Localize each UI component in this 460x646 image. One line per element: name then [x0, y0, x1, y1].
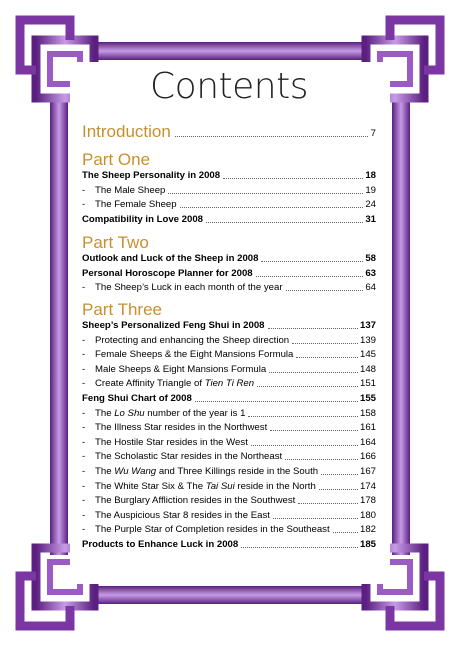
part-heading: Part Two — [82, 233, 149, 252]
entry-title — [82, 451, 282, 463]
entry-text: Compatibility in Love 2008 — [82, 213, 204, 225]
entry-italic-text: Tai Sui — [205, 480, 235, 492]
toc-entry[interactable] — [82, 183, 376, 197]
leader-dots — [261, 260, 363, 262]
entry-text-after: number of the year is 1 — [144, 407, 246, 419]
entry-text: The Illness Star resides in the Northwest — [95, 422, 268, 434]
entry-dash: - — [82, 466, 86, 477]
entry-text: Sheep’s Personalized Feng Shui in 2008 — [82, 320, 265, 331]
entry-text: The Male Sheep — [95, 184, 166, 196]
toc-entry[interactable] — [82, 522, 376, 536]
page-number: 64 — [365, 282, 376, 294]
toc-entry[interactable] — [82, 479, 376, 493]
leader-dots — [333, 531, 358, 533]
entry-text: The — [95, 466, 115, 477]
entry-text-after: and Three Killings reside in the South — [156, 466, 319, 477]
page-number: 145 — [359, 349, 376, 361]
leader-dots — [298, 502, 358, 504]
leader-dots — [223, 177, 363, 179]
page-number: 151 — [359, 378, 376, 390]
page-number: 158 — [359, 407, 376, 419]
page-number: 63 — [365, 267, 376, 279]
entry-dash: - — [82, 451, 86, 463]
toc-entry[interactable] — [82, 464, 376, 478]
entry-title — [82, 393, 192, 405]
entry-title — [82, 335, 289, 347]
entry-title — [82, 539, 238, 551]
entry-text: Female Sheeps & the Eight Mansions Formula — [95, 349, 294, 361]
entry-dash: - — [82, 509, 86, 521]
leader-dots — [319, 488, 358, 490]
page-number: 19 — [365, 184, 376, 196]
page-number: 178 — [359, 495, 376, 507]
entry-title — [82, 510, 270, 522]
entry-dash: - — [82, 378, 86, 390]
entry-title — [82, 320, 265, 332]
entry-title — [82, 364, 266, 376]
entry-dash: - — [82, 524, 86, 536]
entry-dash: - — [82, 334, 86, 346]
leader-dots — [248, 415, 358, 417]
entry-text: Male Sheeps & Eight Mansions Formula — [95, 363, 267, 375]
page-number: 185 — [359, 539, 376, 550]
entry-title — [82, 199, 177, 211]
entry-dash: - — [82, 436, 86, 448]
entry-text: The Female Sheep — [95, 199, 177, 211]
entry-dash: - — [82, 282, 86, 294]
entry-title — [82, 214, 203, 226]
page-number: 161 — [359, 422, 376, 434]
introduction-label: Introduction — [82, 122, 171, 141]
leader-dots — [273, 517, 358, 519]
entry-text: The Auspicious Star 8 resides in the East — [95, 509, 270, 521]
entry-title — [82, 408, 245, 420]
page-number: 174 — [359, 480, 376, 492]
page-number: 180 — [359, 509, 376, 521]
entry-text: The Sheep Personality in 2008 — [82, 170, 221, 181]
entry-dash: - — [82, 422, 86, 434]
leader-dots — [251, 444, 358, 446]
page-title: Contents — [150, 66, 308, 107]
toc-entry[interactable] — [82, 493, 376, 507]
leader-dots — [175, 136, 368, 137]
entry-title — [82, 282, 283, 294]
entry-dash: - — [82, 349, 86, 361]
entry-dash: - — [82, 363, 86, 375]
page-number: 182 — [359, 524, 376, 536]
toc-entry[interactable] — [82, 212, 376, 226]
entry-dash: - — [82, 480, 86, 492]
leader-dots — [269, 371, 358, 373]
entry-dash: - — [82, 407, 86, 419]
entry-title — [82, 466, 318, 478]
entry-italic-text: Tien Ti Ren — [204, 378, 255, 390]
page-number: 164 — [359, 436, 376, 448]
entry-title — [82, 422, 267, 434]
entry-text: The — [95, 407, 115, 419]
entry-text-after: reside in the North — [234, 480, 316, 492]
entry-title — [82, 253, 258, 265]
leader-dots — [168, 192, 363, 194]
page-number: 137 — [359, 320, 376, 331]
toc-entry[interactable] — [82, 406, 376, 420]
entry-title — [82, 170, 220, 182]
entry-text: Products to Enhance Luck in 2008 — [82, 539, 239, 550]
entry-title — [82, 524, 330, 536]
part-heading: Part Three — [82, 300, 163, 319]
leader-dots — [256, 275, 364, 277]
page-number: 31 — [365, 213, 376, 225]
toc-entry[interactable] — [82, 197, 376, 211]
toc-entry[interactable] — [82, 435, 376, 449]
toc-entry[interactable] — [82, 266, 376, 280]
page-number: 139 — [359, 334, 376, 346]
toc-entry[interactable] — [82, 537, 376, 551]
page-number: 7 — [370, 128, 376, 139]
frame-top-bar — [95, 42, 365, 60]
entry-dash: - — [82, 199, 86, 211]
toc-entry[interactable] — [82, 333, 376, 347]
leader-dots — [296, 356, 358, 358]
toc-entry[interactable] — [82, 420, 376, 434]
entry-italic-text: Lo Shu — [114, 407, 145, 419]
page-number: 155 — [359, 393, 376, 404]
frame-bottom-bar — [95, 586, 365, 604]
toc-entry[interactable] — [82, 376, 376, 390]
entry-dash: - — [82, 495, 86, 507]
page-number: 18 — [365, 170, 376, 181]
page-number: 24 — [365, 199, 376, 211]
entry-text: Personal Horoscope Planner for 2008 — [82, 267, 253, 279]
toc-entry[interactable] — [82, 168, 376, 182]
entry-text: The Scholastic Star resides in the Northeast — [95, 451, 283, 463]
part-heading: Part One — [82, 150, 151, 169]
toc-entry[interactable] — [82, 362, 376, 376]
leader-dots — [268, 327, 358, 329]
entry-text: The Sheep’s Luck in each month of the year — [95, 282, 283, 294]
leader-dots — [292, 342, 358, 344]
entry-italic-text: Wu Wang — [114, 466, 157, 477]
leader-dots — [321, 473, 358, 475]
page-number: 167 — [359, 466, 376, 477]
toc-entry-introduction[interactable] — [82, 120, 376, 142]
frame-left-bar — [50, 95, 68, 555]
toc-entry[interactable] — [82, 508, 376, 522]
page-number: 58 — [365, 253, 376, 264]
entry-text: Outlook and Luck of the Sheep in 2008 — [82, 253, 259, 264]
leader-dots — [241, 546, 358, 548]
toc-entry[interactable] — [82, 251, 376, 265]
page-number: 166 — [359, 451, 376, 463]
entry-title — [82, 185, 165, 197]
entry-text: The Hostile Star resides in the West — [95, 436, 248, 448]
toc-entry[interactable] — [82, 449, 376, 463]
toc-entry[interactable] — [82, 280, 376, 294]
entry-title — [82, 268, 253, 280]
leader-dots — [257, 385, 358, 387]
toc-entry[interactable] — [82, 391, 376, 405]
entry-text: Feng Shui Chart of 2008 — [82, 393, 192, 404]
entry-title — [82, 495, 295, 507]
entry-title — [82, 378, 254, 390]
leader-dots — [206, 221, 363, 223]
entry-text: The Purple Star of Completion resides in the Southeast — [95, 524, 330, 536]
entry-title — [82, 437, 248, 449]
leader-dots — [270, 429, 358, 431]
entry-text: The White Star Six & The — [95, 480, 206, 492]
leader-dots — [285, 458, 358, 460]
entry-text: The Burglary Affliction resides in the Southwest — [95, 495, 296, 507]
entry-dash: - — [82, 184, 86, 196]
leader-dots — [195, 400, 358, 402]
entry-title — [82, 481, 316, 493]
toc-entry[interactable] — [82, 347, 376, 361]
entry-text: Create Affinity Triangle of — [95, 378, 205, 390]
toc-entry[interactable] — [82, 318, 376, 332]
leader-dots — [180, 206, 364, 208]
entry-title — [82, 349, 293, 361]
page-number: 148 — [359, 363, 376, 375]
leader-dots — [286, 289, 364, 291]
frame-right-bar — [392, 95, 410, 555]
entry-text: Protecting and enhancing the Sheep direction — [95, 334, 290, 346]
